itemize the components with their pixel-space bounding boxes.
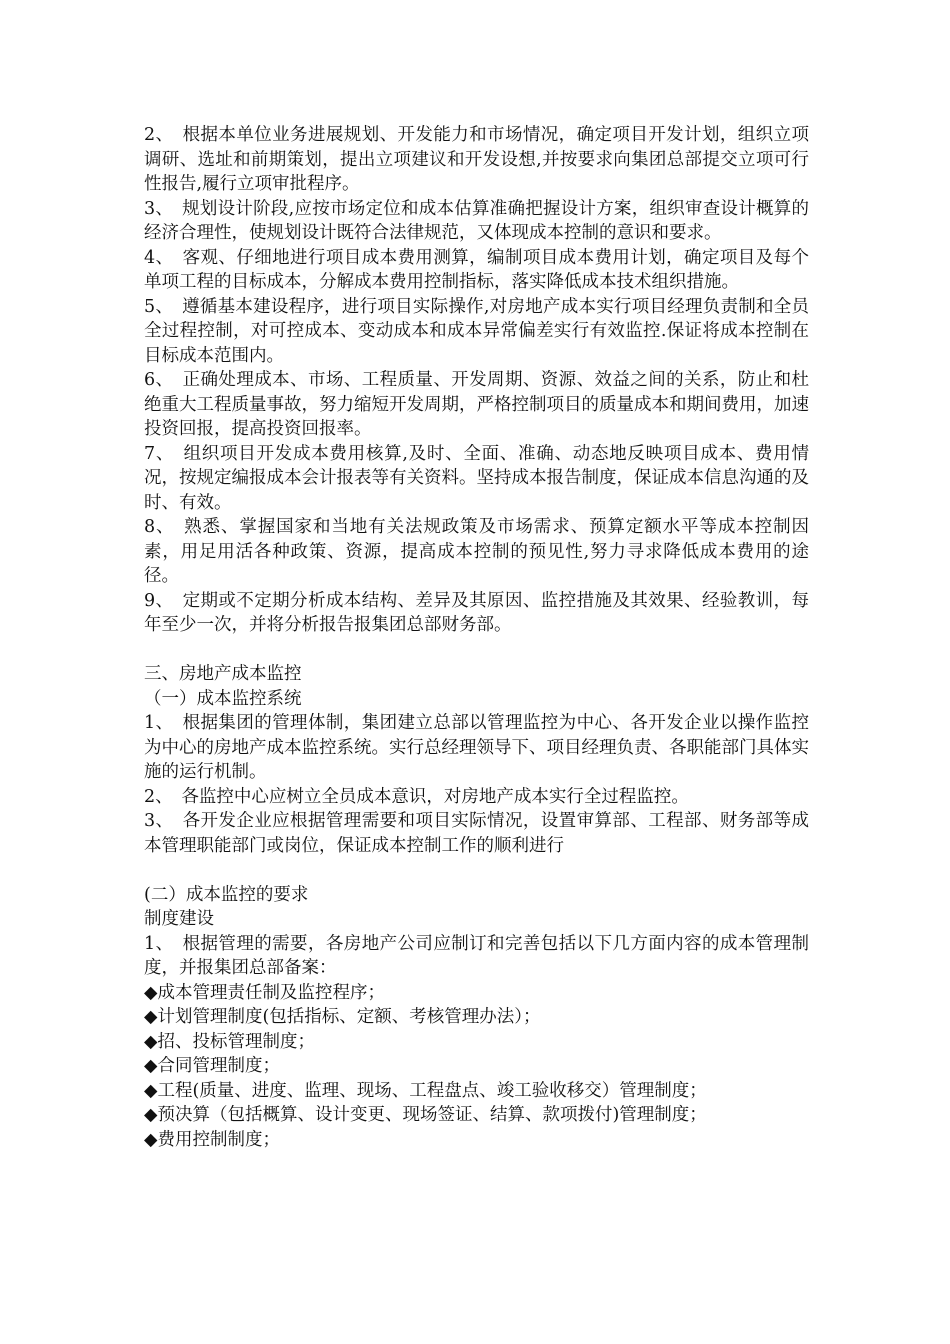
bullet-item: ◆招、投标管理制度； (144, 1031, 315, 1052)
list-item: 9、 定期或不定期分析成本结构、差异及其原因、监控措施及其效果、经验教训，每年至少一次，并将分析报告报集团总部财务部。 (144, 590, 809, 635)
bullet-item: ◆预决算（包括概算、设计变更、现场签证、结算、款项拨付)管理制度； (144, 1105, 707, 1125)
spacer (144, 638, 809, 663)
bullet-item: ◆计划管理制度(包括指标、定额、考核管理办法）； (144, 1007, 541, 1027)
list-item: 7、 组织项目开发成本费用核算,及时、全面、准确、动态地反映项目成本、费用情况，按规定编报成本会计报表等有关资料。坚持成本报告制度，保证成本信息沟通的及时、有效。 (144, 443, 809, 513)
document-page (144, 123, 809, 1152)
list-item: 1、 根据管理的需要，各房地产公司应制订和完善包括以下几方面内容的成本管理制度，并报集团总部备案： (144, 933, 809, 978)
section-3-title: 三、房地产成本监控 (144, 664, 302, 684)
bullet-item: ◆费用控制制度； (144, 1129, 280, 1150)
bullet-item: ◆成本管理责任制及监控程序； (144, 982, 385, 1003)
subsection-2-title: (二）成本监控的要求 (144, 884, 309, 905)
bullet-item: ◆工程(质量、进度、监理、现场、工程盘点、竣工验收移交）管理制度； (144, 1080, 707, 1101)
list-item: 6、 正确处理成本、市场、工程质量、开发周期、资源、效益之间的关系，防止和杜绝重大工程质量事故，努力缩短开发周期，严格控制项目的质量成本和期间费用，加速投资回报，提高投资回报率。 (144, 370, 809, 439)
list-item: 3、 各开发企业应根据管理需要和项目实际情况，设置审算部、工程部、财务部等成本管理职能部门或岗位，保证成本控制工作的顺利进行 (144, 811, 809, 856)
list-item: 8、 熟悉、掌握国家和当地有关法规政策及市场需求、预算定额水平等成本控制因素，用足用活各种政策、资源，提高成本控制的预见性,努力寻求降低成本费用的途径。 (144, 517, 809, 586)
spacer (144, 858, 809, 883)
list-item: 3、 规划设计阶段,应按市场定位和成本估算准确把握设计方案，组织审查设计概算的经济合理性，使规划设计既符合法律规范，又体现成本控制的意识和要求。 (144, 198, 809, 243)
list-item: 1、 根据集团的管理体制，集团建立总部以管理监控为中心、各开发企业以操作监控为中心的房地产成本监控系统。实行总经理领导下、项目经理负责、各职能部门具体实施的运行机制。 (144, 713, 809, 782)
subsection-2-heading: 制度建设 (144, 909, 214, 929)
list-item: 2、 根据本单位业务进展规划、开发能力和市场情况，确定项目开发计划，组织立项调研、选址和前期策划，提出立项建议和开发设想,并按要求向集团总部提交立项可行性报告,履行立项审批程序。 (144, 125, 809, 194)
list-item: 4、 客观、仔细地进行项目成本费用测算，编制项目成本费用计划，确定项目及每个单项工程的目标成本，分解成本费用控制指标，落实降低成本技术组织措施。 (144, 247, 809, 292)
section-a-list (144, 123, 809, 638)
list-item: 2、 各监控中心应树立全员成本意识，对房地产成本实行全过程监控。 (144, 786, 689, 807)
bullet-item: ◆合同管理制度； (144, 1056, 280, 1076)
list-item: 5、 遵循基本建设程序，进行项目实际操作,对房地产成本实行项目经理负责制和全员全过程控制，对可控成本、变动成本和成本异常偏差实行有效监控.保证将成本控制在目标成本范围内。 (144, 296, 809, 366)
subsection-1-title: （一）成本监控系统 (144, 688, 302, 709)
